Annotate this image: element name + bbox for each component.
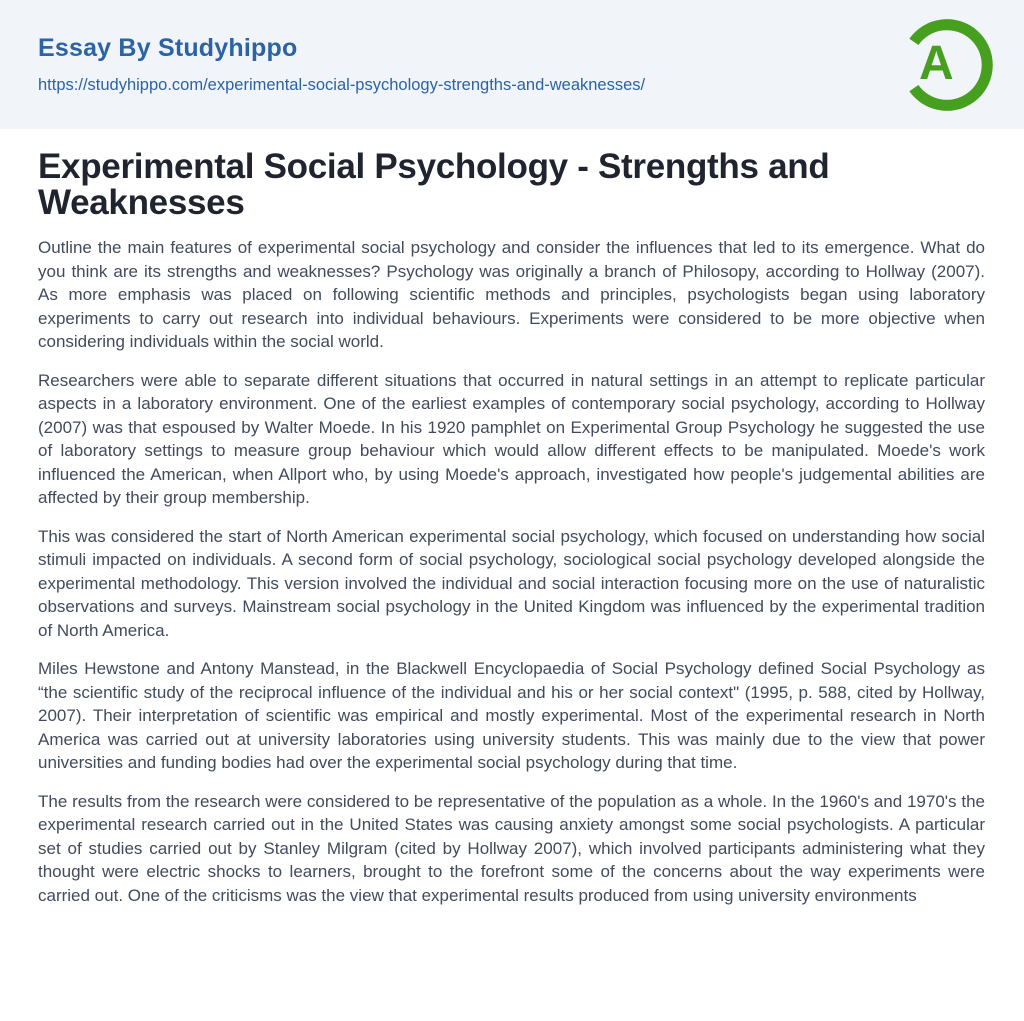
essay-paragraph-5: The results from the research were considered to be representative of the population as a whole. In the 1960's and 1970's the experimental research carried out in the United States was causing anxiety amongst some social psychologists. A particular set of studies carried out by Stanley Milgram (cited by Hollway 2007), which involved participants administering what they thought were electric shocks to learners, brought to the forefront some of the concerns about the way experiments were carried out. One of the criticisms was the view that experimental results produced from using university environments — [38, 791, 985, 905]
essay-paragraph-4: Miles Hewstone and Antony Manstead, in the Blackwell Encyclopaedia of Social Psychology defined Social Psychology as “the scientific study of the reciprocal influence of the individual and his or her social context" (1995, p. 588, cited by Hollway, 2007). Their interpretation of scientific was empirical and mostly experimental. Most of the experimental research in North America was carried out at university laboratories using university students. This was mainly due to the view that power universities and funding bodies had over the experimental social psychology during that time. — [38, 659, 985, 772]
essay-paragraph-1: Outline the main features of experimental social psychology and consider the influences that led to its emergence. What do you think are its strengths and weaknesses? Psychology was originally a branch of Philosopy, according to Hollway (2007). As more emphasis was placed on following scientific methods and principles, psychologists began using laboratory experiments to carry out research into individual behaviours. Experiments were considered to be more objective when considering individuals within the social world. — [38, 238, 985, 351]
site-title: Essay By Studyhippo — [38, 34, 298, 62]
essay-paragraph-2: Researchers were able to separate different situations that occurred in natural settings in an attempt to replicate particular aspects in a laboratory environment. One of the earliest examples of contemporary social psychology, according to Hollway (2007) was that espoused by Walter Moede. In his 1920 pamphlet on Experimental Group Psychology he suggested the use of laboratory settings to measure group behaviour which would allow different effects to be manipulated. Moede's work influenced the American, when Allport who, by using Moede's approach, investigated how people's judgemental abilities are affected by their group membership. — [38, 370, 985, 507]
essay-paragraph-3: This was considered the start of North American experimental social psychology, which focused on understanding how social stimuli impacted on individuals. A second form of social psychology, sociological social psychology developed alongside the experimental methodology. This version involved the individual and social interaction focusing more on the use of naturalistic observations and surveys. Mainstream social psychology in the United Kingdom was influenced by the experimental tradition of North America. — [38, 526, 985, 640]
header-text-block — [38, 34, 645, 95]
essay-url-link[interactable]: https://studyhippo.com/experimental-social-psychology-strengths-and-weaknesses/ — [38, 76, 646, 94]
studyhippo-logo — [897, 17, 993, 113]
essay-content — [0, 149, 1024, 947]
page-header — [0, 0, 1024, 129]
logo-letter: A — [919, 36, 954, 90]
essay-title: Experimental Social Psychology - Strengths and Weaknesses — [38, 147, 830, 222]
